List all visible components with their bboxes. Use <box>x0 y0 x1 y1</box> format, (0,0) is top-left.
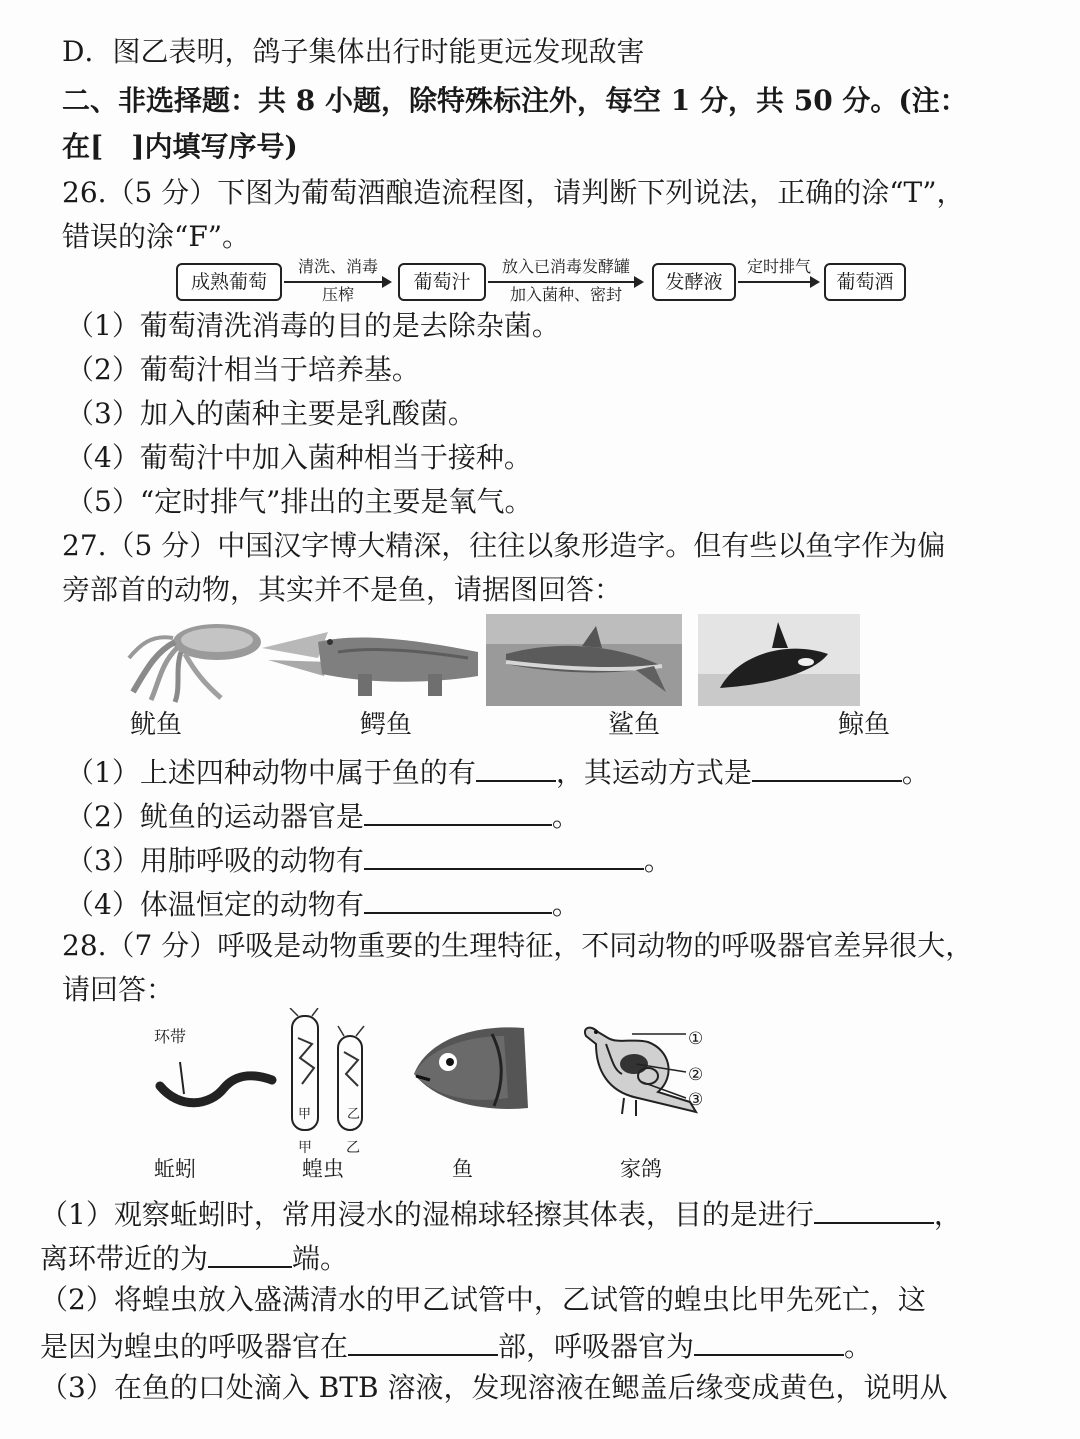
answer-blank[interactable] <box>476 750 556 782</box>
flow-box-grapes: 成熟葡萄 <box>176 263 282 301</box>
caption-whale: 鲸鱼 <box>838 710 891 740</box>
caption-crocodile: 鳄鱼 <box>360 710 413 740</box>
caption-squid: 鱿鱼 <box>130 710 183 740</box>
answer-blank[interactable] <box>752 750 902 782</box>
label-yi: 乙 <box>346 1140 360 1156</box>
q28-stem-1: 28.（7 分）呼吸是动物重要的生理特征，不同动物的呼吸器官差异很大， <box>62 929 974 962</box>
label-jia: 甲 <box>298 1140 312 1156</box>
flow-box-wine: 葡萄酒 <box>824 263 906 301</box>
pigeon-mark-3: ③ <box>688 1090 704 1110</box>
q28-q2-line1: （2）将蝗虫放入盛满清水的甲乙试管中，乙试管的蝗虫比甲先死亡，这 <box>40 1283 926 1316</box>
flow-label-vent: 定时排气 <box>746 257 811 276</box>
option-d-line: D．图乙表明，鸽子集体出行时能更远发现敌害 <box>62 35 645 68</box>
flow-box-ferment: 发酵液 <box>652 263 736 301</box>
flow-label-tank: 放入已消毒发酵罐 <box>501 257 630 276</box>
answer-blank[interactable] <box>364 794 552 826</box>
caption-locust: 蝗虫 <box>302 1157 344 1181</box>
answer-blank[interactable] <box>694 1324 844 1356</box>
section-note: 在[ ]内填写序号) <box>62 130 298 163</box>
flow-arrow-2 <box>488 281 642 283</box>
pigeon-mark-2: ② <box>688 1065 704 1085</box>
flow-box-juice: 葡萄汁 <box>398 263 486 301</box>
answer-blank[interactable] <box>208 1236 292 1268</box>
q26-item-4: （4）葡萄汁中加入菌种相当于接种。 <box>66 441 532 474</box>
section-heading: 二、非选择题：共 8 小题，除特殊标注外，每空 1 分，共 50 分。(注： <box>62 84 968 117</box>
label-clitellum: 环带 <box>154 1027 187 1046</box>
answer-blank[interactable] <box>348 1324 498 1356</box>
caption-pigeon: 家鸽 <box>620 1157 662 1181</box>
crocodile-image <box>258 612 484 704</box>
earthworm-image <box>150 1050 280 1120</box>
q28-q1-line2: 离环带近的为 端。 <box>40 1236 348 1279</box>
q26-stem-1: 26.（5 分）下图为葡萄酒酿造流程图，请判断下列说法，正确的涂“T”， <box>62 176 965 209</box>
caption-earthworm: 蚯蚓 <box>154 1157 196 1181</box>
tube-label-jia: 甲 <box>298 1107 312 1122</box>
q28-q1-line1: （1）观察蚯蚓时，常用浸水的湿棉球轻擦其体表，目的是进行 ， <box>40 1192 962 1235</box>
q27-q2: （2）鱿鱼的运动器官是 。 <box>66 794 580 837</box>
q26-stem-2: 错误的涂“F”。 <box>62 220 251 253</box>
q26-item-5: （5）“定时排气”排出的主要是氧气。 <box>66 485 533 518</box>
squid-image <box>125 612 265 704</box>
answer-blank[interactable] <box>364 882 552 914</box>
q27-q3: （3）用肺呼吸的动物有 。 <box>66 838 672 881</box>
q28-q3-line1: （3）在鱼的口处滴入 BTB 溶液，发现溶液在鳃盖后缘变成黄色，说明从 <box>40 1371 948 1404</box>
caption-shark: 鲨鱼 <box>608 710 661 740</box>
flow-label-wash: 清洗、消毒 <box>297 257 378 276</box>
answer-blank[interactable] <box>814 1192 934 1224</box>
q26-item-1: （1）葡萄清洗消毒的目的是去除杂菌。 <box>66 309 560 342</box>
answer-blank[interactable] <box>364 838 644 870</box>
q27-stem-2: 旁部首的动物，其实并不是鱼，请据图回答： <box>62 573 623 606</box>
q27-q1: （1）上述四种动物中属于鱼的有 ，其运动方式是 。 <box>66 750 930 793</box>
flow-arrow-3 <box>738 281 818 283</box>
flow-arrow-1 <box>284 281 390 283</box>
pigeon-mark-1: ① <box>688 1029 704 1049</box>
q27-stem-1: 27.（5 分）中国汉字博大精深，往往以象形造字。但有些以鱼字作为偏 <box>62 529 946 562</box>
q26-item-2: （2）葡萄汁相当于培养基。 <box>66 353 420 386</box>
tube-label-yi: 乙 <box>347 1107 361 1122</box>
q26-item-3: （3）加入的菌种主要是乳酸菌。 <box>66 397 476 430</box>
flow-label-seal: 加入菌种、密封 <box>509 285 622 304</box>
whale-image <box>698 614 860 706</box>
flow-label-press: 压榨 <box>321 285 354 304</box>
shark-image <box>486 614 682 706</box>
q27-q4: （4）体温恒定的动物有 。 <box>66 882 580 925</box>
q28-q2-line2: 是因为蝗虫的呼吸器官在 部，呼吸器官为 。 <box>40 1324 872 1367</box>
q28-stem-2: 请回答： <box>62 973 175 1006</box>
fish-head-image <box>408 1018 534 1116</box>
caption-fish: 鱼 <box>452 1157 473 1181</box>
